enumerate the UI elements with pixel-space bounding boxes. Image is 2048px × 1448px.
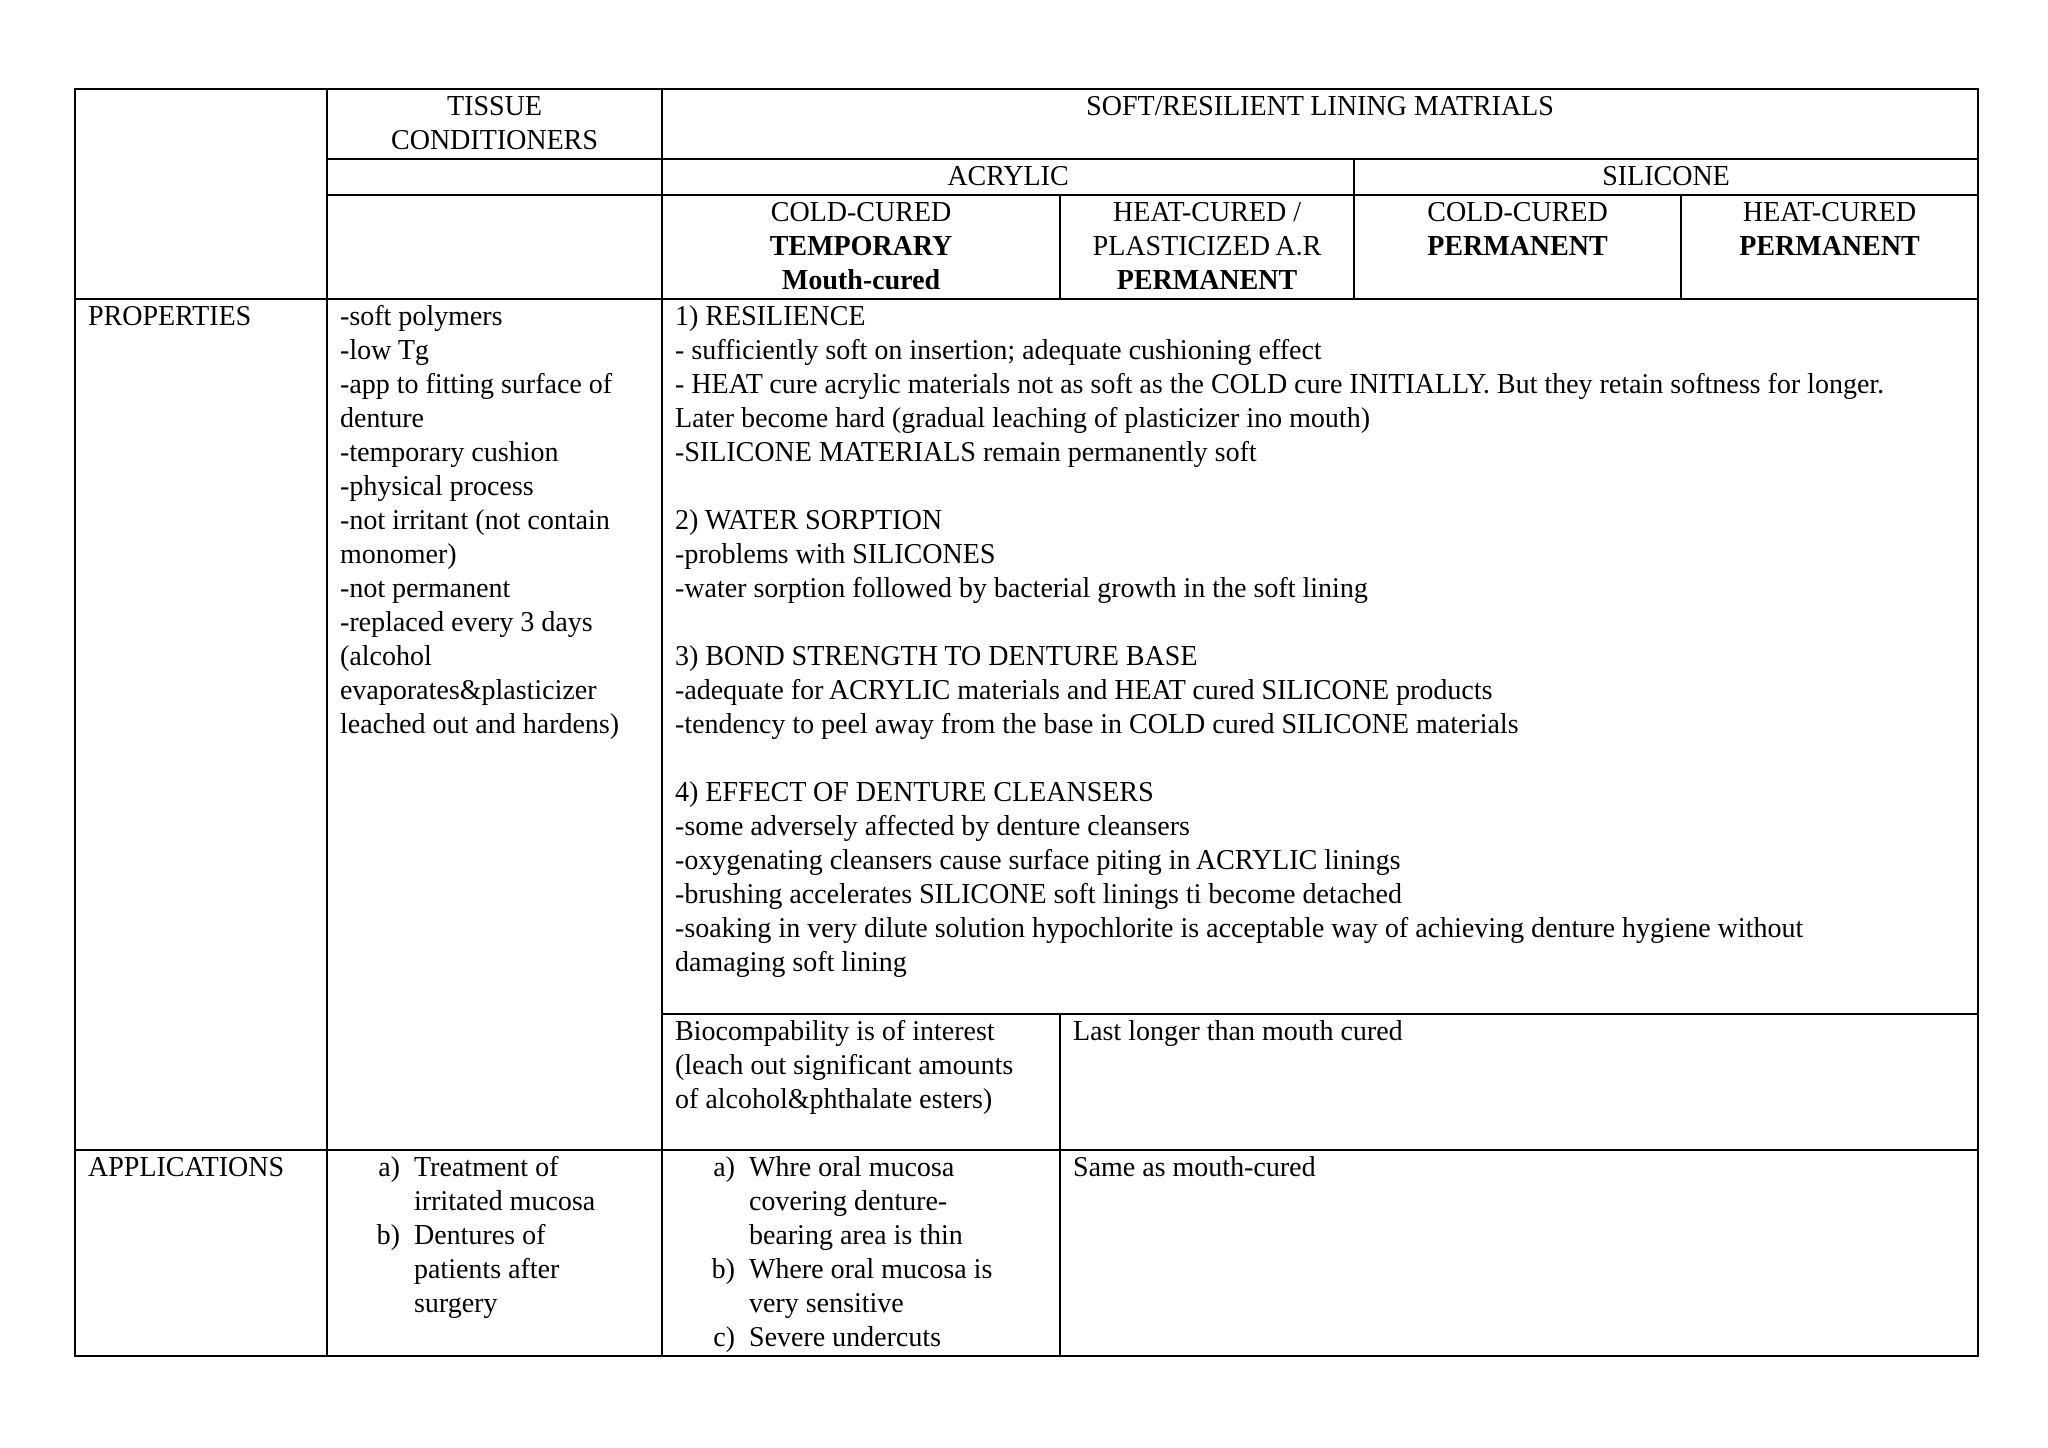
property-line: evaporates&plasticizer	[340, 675, 597, 706]
row-label: PROPERTIES	[88, 301, 252, 332]
list-item-text: Whre oral mucosa	[749, 1152, 955, 1183]
header-text: ACRYLIC	[947, 161, 1069, 192]
empty-cell	[327, 195, 662, 299]
note-line: of alcohol&phthalate esters)	[675, 1084, 993, 1115]
property-line: denture	[340, 403, 424, 434]
list-marker: b)	[711, 1254, 735, 1285]
list-item-text: Treatment of	[414, 1152, 559, 1183]
mouth-cured-applications	[662, 1150, 1060, 1356]
list-item	[693, 1321, 1047, 1355]
section-line: -SILICONE MATERIALS remain permanently soft	[675, 437, 1257, 468]
property-line: -temporary cushion	[340, 437, 559, 468]
soft-lining-header	[662, 89, 1978, 159]
section-line: -problems with SILICONES	[675, 539, 996, 570]
list-item	[693, 1253, 1047, 1321]
property-line: (alcohol	[340, 641, 432, 672]
section-title: 2) WATER SORPTION	[675, 505, 943, 536]
tissue-conditioners-applications	[327, 1150, 662, 1356]
header-text: COLD-CURED	[770, 197, 952, 228]
applications-row	[75, 1150, 1978, 1356]
others-note	[1060, 1014, 1978, 1150]
list-marker: c)	[713, 1322, 735, 1353]
section-line: damaging soft lining	[675, 947, 907, 978]
property-line: monomer)	[340, 539, 457, 570]
property-line: -physical process	[340, 471, 534, 502]
section-line: -soaking in very dilute solution hypochlorite is acceptable way of achieving denture hygiene without	[675, 913, 1804, 944]
list-item	[358, 1151, 649, 1219]
list-item-text: patients after	[414, 1254, 560, 1285]
list-item-text: very sensitive	[749, 1288, 904, 1319]
acrylic-heat-cured-header	[1060, 195, 1354, 299]
header-text: PERMANENT	[1427, 231, 1608, 262]
list-item-text: Dentures of	[414, 1220, 546, 1251]
empty-cell	[327, 159, 662, 195]
properties-row	[75, 299, 1978, 1014]
section-title: 1) RESILIENCE	[675, 301, 866, 332]
application-list	[693, 1151, 1047, 1355]
list-item-text: covering denture-	[749, 1186, 948, 1217]
list-item	[358, 1219, 649, 1321]
header-row-3	[75, 195, 1978, 299]
note-line: Biocompability is of interest	[675, 1016, 995, 1047]
header-text: HEAT-CURED	[1742, 197, 1917, 228]
list-item	[693, 1151, 1047, 1253]
header-text: PERMANENT	[1739, 231, 1920, 262]
property-line: -not irritant (not contain	[340, 505, 610, 536]
list-marker: a)	[713, 1152, 735, 1183]
applications-label	[75, 1150, 327, 1356]
section-line: -adequate for ACRYLIC materials and HEAT cured SILICONE products	[675, 675, 1493, 706]
property-line: -replaced every 3 days	[340, 607, 593, 638]
header-text: HEAT-CURED /	[1113, 197, 1301, 228]
silicone-header	[1354, 159, 1978, 195]
section-line: -some adversely affected by denture cleansers	[675, 811, 1190, 842]
list-marker: a)	[378, 1152, 400, 1183]
corner-cell	[75, 89, 327, 299]
spacer	[675, 742, 1965, 776]
header-text: SILICONE	[1602, 161, 1730, 192]
header-text: PLASTICIZED A.R	[1092, 231, 1322, 262]
application-list	[358, 1151, 649, 1321]
header-row-2	[75, 159, 1978, 195]
property-line: -low Tg	[340, 335, 429, 366]
header-text: PERMANENT	[1116, 265, 1298, 296]
list-item-text: bearing area is thin	[749, 1220, 963, 1251]
list-marker: b)	[376, 1220, 400, 1251]
others-applications	[1060, 1150, 1978, 1356]
silicone-cold-cured-header	[1354, 195, 1681, 299]
list-item-text: Severe undercuts	[749, 1322, 942, 1353]
note-line: (leach out significant amounts	[675, 1050, 1014, 1081]
spacer	[675, 470, 1965, 504]
section-line: -water sorption followed by bacterial growth in the soft lining	[675, 573, 1368, 604]
silicone-heat-cured-header	[1681, 195, 1978, 299]
spacer	[675, 606, 1965, 640]
tissue-conditioners-header	[327, 89, 662, 159]
section-line: - HEAT cure acrylic materials not as soft as the COLD cure INITIALLY. But they retain softness for longer.	[675, 369, 1885, 400]
note-line: Last longer than mouth cured	[1073, 1016, 1403, 1047]
row-label: APPLICATIONS	[88, 1152, 285, 1183]
list-item-text: Where oral mucosa is	[749, 1254, 993, 1285]
comparison-table	[74, 88, 1979, 1357]
header-text: SOFT/RESILIENT LINING MATRIALS	[1086, 91, 1554, 122]
mouth-cured-note	[662, 1014, 1060, 1150]
section-title: 4) EFFECT OF DENTURE CLEANSERS	[675, 777, 1154, 808]
header-row-1	[75, 89, 1978, 159]
property-line: leached out and hardens)	[340, 709, 620, 740]
acrylic-cold-cured-header	[662, 195, 1060, 299]
header-text: COLD-CURED	[1427, 197, 1608, 228]
section-line: -oxygenating cleansers cause surface piting in ACRYLIC linings	[675, 845, 1401, 876]
property-line: -not permanent	[340, 573, 511, 604]
acrylic-header	[662, 159, 1354, 195]
list-item-text: surgery	[414, 1288, 498, 1319]
property-line: -app to fitting surface of	[340, 369, 613, 400]
soft-lining-properties	[662, 299, 1978, 1014]
tissue-conditioners-properties	[327, 299, 662, 1150]
properties-label	[75, 299, 327, 1150]
property-line: -soft polymers	[340, 301, 503, 332]
list-item-text: irritated mucosa	[414, 1186, 596, 1217]
header-text: Mouth-cured	[781, 265, 941, 296]
header-text: TEMPORARY	[769, 231, 953, 262]
applications-text: Same as mouth-cured	[1073, 1152, 1316, 1183]
section-line: -tendency to peel away from the base in COLD cured SILICONE materials	[675, 709, 1519, 740]
header-text: TISSUE	[447, 91, 542, 122]
header-text: CONDITIONERS	[391, 125, 598, 156]
section-line: Later become hard (gradual leaching of plasticizer ino mouth)	[675, 403, 1371, 434]
section-title: 3) BOND STRENGTH TO DENTURE BASE	[675, 641, 1198, 672]
section-line: -brushing accelerates SILICONE soft linings ti become detached	[675, 879, 1402, 910]
section-line: - sufficiently soft on insertion; adequate cushioning effect	[675, 335, 1322, 366]
